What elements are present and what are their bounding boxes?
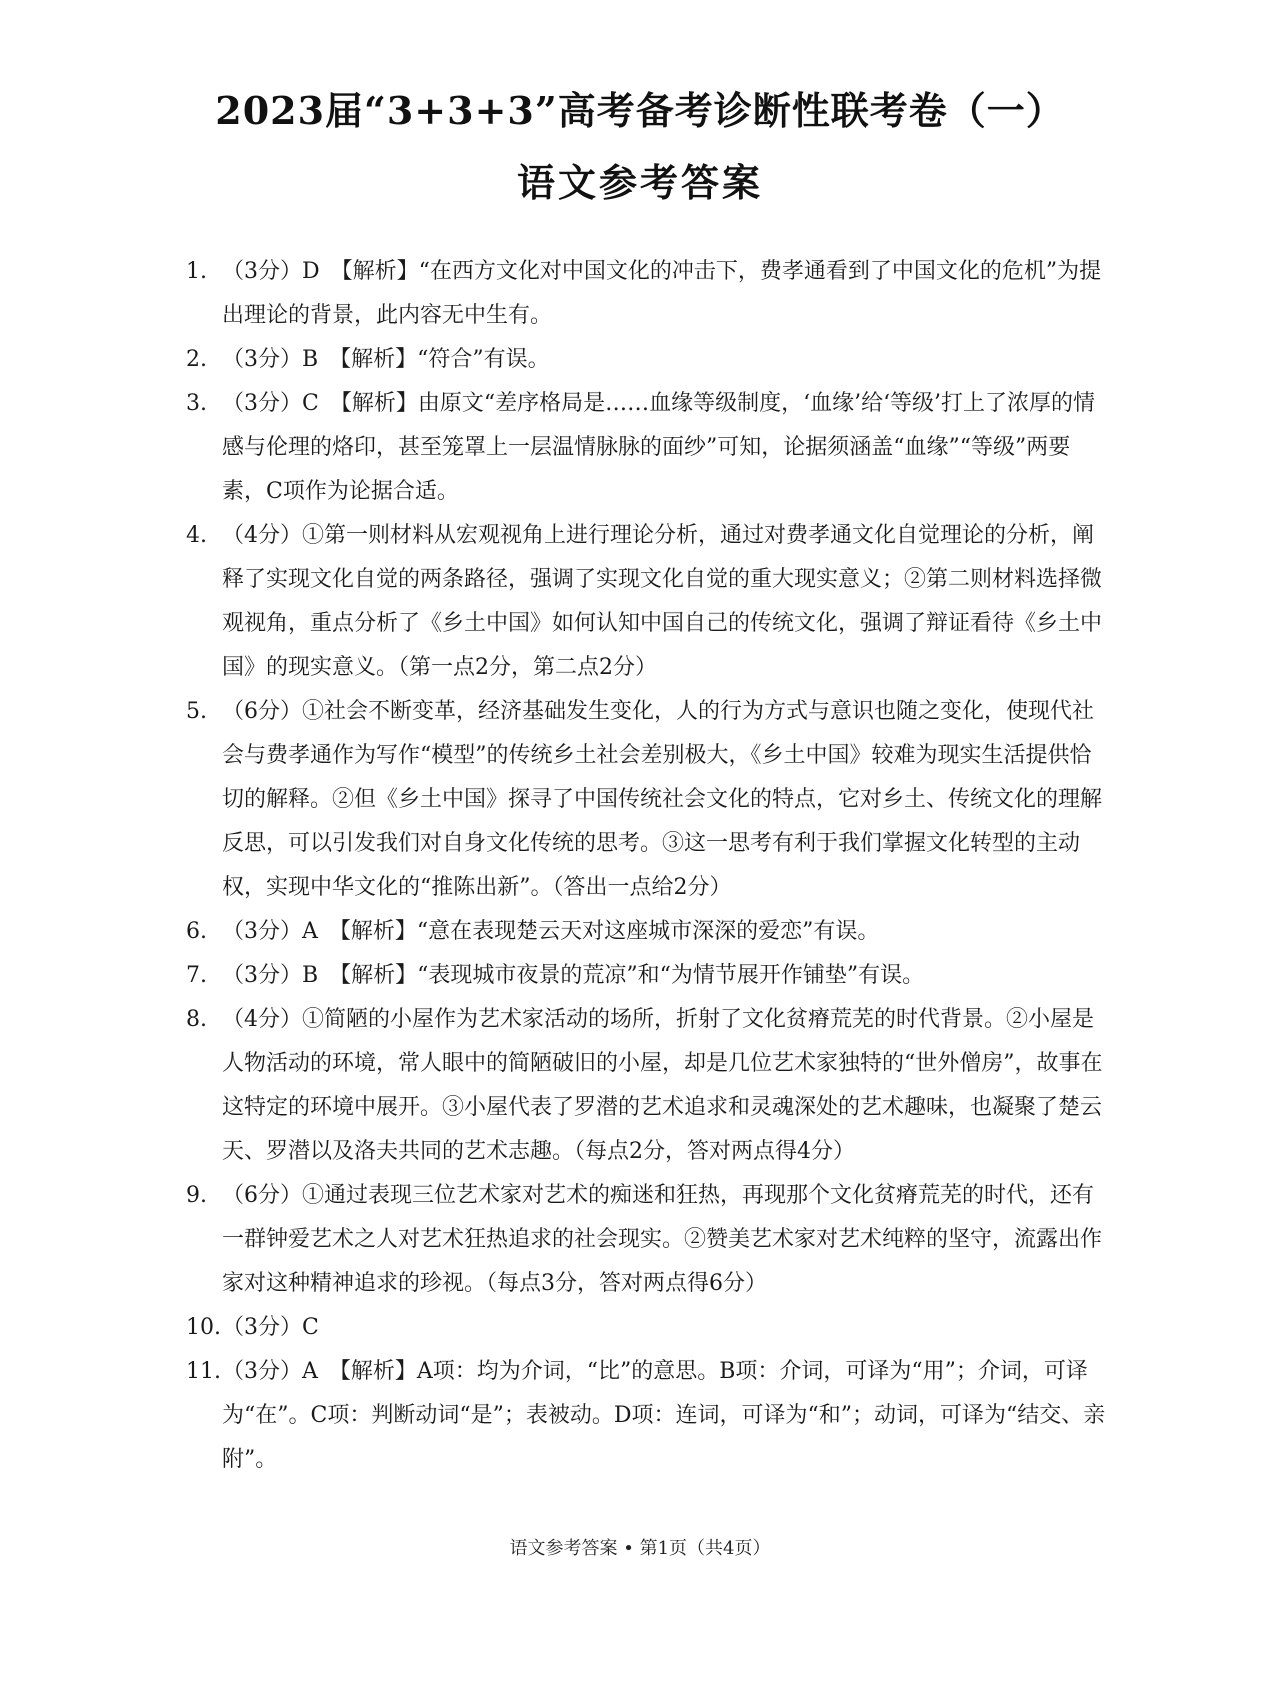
answer-number: 1. — [186, 259, 207, 284]
answer-text: （6分）①通过表现三位艺术家对艺术的痴迷和狂热，再现那个文化贫瘠荒芜的时代，还有一群钟爱艺术之人对艺术狂热追求的社会现实。②赞美艺术家对艺术纯粹的坚守，流露出作家对这种精神追求的珍视。（每点3分，答对两点得6分） — [222, 1183, 1103, 1296]
answer-number: 9. — [186, 1183, 207, 1208]
document-subtitle: 语文参考答案 — [516, 160, 763, 205]
answer-text: （4分）①第一则材料从宏观视角上进行理论分析，通过对费孝通文化自觉理论的分析，阐释了实现文化自觉的两条路径，强调了实现文化自觉的重大现实意义；②第二则材料选择微观视角，重点分析了《乡土中国》如何认知中国自己的传统文化，强调了辩证看待《乡土中国》的现实意义。（第一点2分，第二点2分） — [222, 523, 1103, 680]
answer-text: （3分）B 【解析】“表现城市夜景的荒凉”和“为情节展开作铺垫”有误。 — [222, 963, 925, 988]
answer-text: （3分）A 【解析】“意在表现楚云天对这座城市深深的爱恋”有误。 — [222, 919, 880, 944]
answer-text: （3分）B 【解析】“符合”有误。 — [222, 347, 550, 372]
answer-item — [186, 1306, 1112, 1350]
answer-item — [186, 998, 1112, 1174]
answer-text: （3分）A 【解析】A项：均为介词，“比”的意思。B项：介词，可译为“用”；介词，可译为“在”。C项：判断动词“是”；表被动。D项：连词，可译为“和”；动词，可译为“结交、亲附”。 — [222, 1359, 1106, 1472]
answer-list — [186, 250, 1112, 1482]
answer-text: （3分）D 【解析】“在西方文化对中国文化的冲击下，费孝通看到了中国文化的危机”为提出理论的背景，此内容无中生有。 — [222, 259, 1102, 328]
answer-number: 8. — [186, 1007, 207, 1032]
answer-item — [186, 514, 1112, 690]
answer-item — [186, 910, 1112, 954]
answer-item — [186, 690, 1112, 910]
page-footer: 语文参考答案 • 第1页（共4页） — [509, 1538, 771, 1559]
answer-item — [186, 250, 1112, 338]
answer-number: 3. — [186, 391, 207, 416]
answer-text: （4分）①简陋的小屋作为艺术家活动的场所，折射了文化贫瘠荒芜的时代背景。②小屋是人物活动的环境，常人眼中的简陋破旧的小屋，却是几位艺术家独特的“世外僧房”，故事在这特定的环境中展开。③小屋代表了罗潜的艺术追求和灵魂深处的艺术趣味，也凝聚了楚云天、罗潜以及洛夫共同的艺术志趣。（每点2分，答对两点得4分） — [222, 1007, 1103, 1164]
document-title: 2023届“3+3+3”高考备考诊断性联考卷（一） — [215, 88, 1065, 133]
answer-item — [186, 954, 1112, 998]
answer-item — [186, 1350, 1112, 1482]
answer-number: 10. — [186, 1315, 221, 1340]
answer-text: （3分）C 【解析】由原文“差序格局是……血缘等级制度，‘血缘’给‘等级’打上了浓厚的情感与伦理的烙印，甚至笼罩上一层温情脉脉的面纱”可知，论据须涵盖“血缘”“等级”两要素，C项作为论据合适。 — [222, 391, 1096, 504]
answer-number: 2. — [186, 347, 207, 372]
answer-number: 6. — [186, 919, 207, 944]
answer-number: 7. — [186, 963, 207, 988]
answer-text: （3分）C — [222, 1315, 319, 1340]
answer-number: 5. — [186, 699, 207, 724]
answer-item — [186, 1174, 1112, 1306]
answer-number: 4. — [186, 523, 207, 548]
answer-text: （6分）①社会不断变革，经济基础发生变化，人的行为方式与意识也随之变化，使现代社会与费孝通作为写作“模型”的传统乡土社会差别极大，《乡土中国》较难为现实生活提供恰切的解释。②但《乡土中国》探寻了中国传统社会文化的特点，它对乡土、传统文化的理解反思，可以引发我们对自身文化传统的思考。③这一思考有利于我们掌握文化转型的主动权，实现中华文化的“推陈出新”。（答出一点给2分） — [222, 699, 1103, 900]
answer-number: 11. — [186, 1359, 221, 1384]
answer-item — [186, 338, 1112, 382]
answer-item — [186, 382, 1112, 514]
